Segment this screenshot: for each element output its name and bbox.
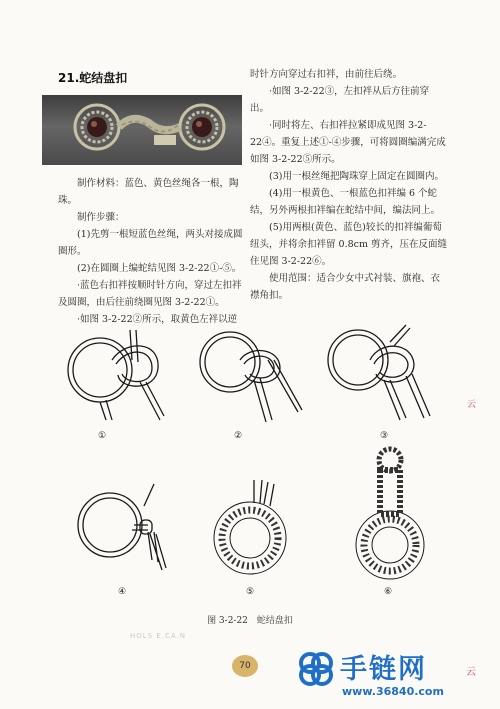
step-label-4: ④ [118,587,127,597]
right-text-column [250,66,447,304]
step-2-paragraph: (2)在圆圈上编蛇结见图 3-2-22①-⑤。 [77,263,242,274]
step-5-paragraph: (5)用两根(黄色、蓝色)较长的扣袢编葡萄纽头，并将余扣袢留 0.8cm 剪齐，压在反面缝住见图 3-2-22⑥。 [250,222,447,267]
knot-step-2-drawing [200,332,302,422]
knot-logo-icon [296,649,336,693]
materials-paragraph: 制作材料：蓝色、黄色丝绳各一根，陶珠。 [58,178,239,206]
left-text-column [58,175,246,328]
watermark-url: www.36840.com [342,685,444,698]
knot-button-photo [42,95,242,165]
knot-step-5-drawing [214,480,286,574]
step-2c-paragraph: ·如图 3-2-22③，左扣袢从后方往前穿出。 [250,86,430,114]
faint-bleed-text: HOLS E.CA.N [130,632,187,640]
step-2b-continued: 时针方向穿过右扣袢，由前往后绕。 [250,69,403,80]
watermark-extra: 云 [466,667,476,678]
knot-step-6-drawing [356,449,424,579]
page-number: 70 [232,655,258,677]
watermark [296,647,486,703]
knot-step-4-drawing [78,484,166,570]
step-4-paragraph: (4)用一根黄色、一根蓝色扣袢编 6 个蛇结，另外两根扣袢编在蛇结中间，编法同上。 [250,188,441,216]
knot-step-1-drawing [68,330,164,420]
step-label-5: ⑤ [246,587,255,597]
step-2a-paragraph: ·蓝色右扣袢按顺时针方向，穿过左扣袢及圆圈，由后往前绕圈见图 3-2-22①。 [58,280,242,308]
watermark-site-name: 手链网 [340,654,427,685]
step-label-6: ⑥ [384,587,393,597]
steps-heading: 制作步骤： [77,212,125,223]
step-label-1: ① [98,431,107,441]
step-2d-paragraph: ·同时将左、右扣袢拉紧即成见图 3-2-22④。重复上述①-④步骤，可将圆圈编满完成如图 3-2-22⑤所示。 [250,120,446,165]
step-2b-paragraph: ·如图 3-2-22②所示，取黄色左袢以逆 [77,314,238,325]
knot-diagram-figure [40,320,460,610]
section-title: 21.蛇结盘扣 [58,71,128,85]
step-label-3: ③ [380,431,389,441]
step-1-paragraph: (1)先剪一根短蓝色丝绳，两头对接成圆圈形。 [58,229,243,257]
step-3-paragraph: (3)用一根丝绳把陶珠穿上固定在圆圈内。 [269,171,444,182]
stray-mark: 云 [467,400,477,410]
step-label-2: ② [234,431,243,441]
usage-paragraph: 使用范围：适合少女中式衬装、旗袍、衣襟角扣。 [250,273,441,301]
figure-caption: 图 3-2-22 蛇结盘扣 [207,616,293,626]
knot-step-3-drawing [328,325,430,420]
